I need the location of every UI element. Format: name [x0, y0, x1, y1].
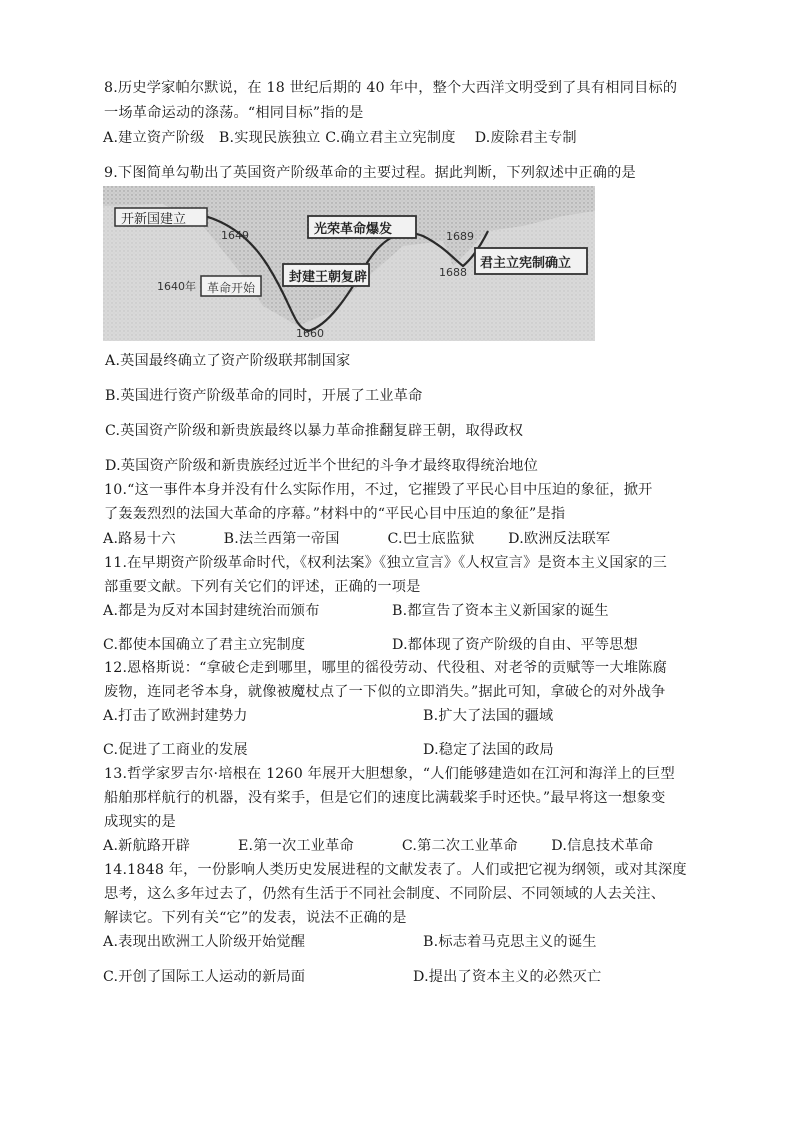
- q9-option-c: C.英国资产阶级和新贵族最终以暴力革命推翻复辟王朝，取得政权: [105, 423, 524, 439]
- q8-stem-line2: 一场革命运动的涤荡。“相同目标”指的是: [104, 105, 364, 121]
- q14-stem-line1: 14.1848 年，一份影响人类历史发展进程的文献发表了。人们或把它视为纲领，或对其深度: [104, 862, 687, 878]
- label-constitutional: 君主立宪制确立: [480, 256, 572, 271]
- q11-option-c: C.都使本国确立了君主立宪制度: [103, 637, 306, 653]
- q10-stem-line1: 10.“这一事件本身并没有什么实际作用，不过，它摧毁了平民心目中压迫的象征，掀开: [104, 482, 653, 498]
- year-1660: 1660: [296, 327, 324, 340]
- q8-options: A.建立资产阶级 B.实现民族独立 C.确立君主立宪制度 D.废除君主专制: [103, 130, 577, 146]
- q9-option-b: B.英国进行资产阶级革命的同时，开展了工业革命: [105, 388, 423, 404]
- q11-option-b: B.都宣告了资本主义新国家的诞生: [392, 603, 609, 619]
- q9-stem: 9.下图简单勾勒出了英国资产阶级革命的主要过程。据此判断，下列叙述中正确的是: [104, 165, 636, 181]
- q14-stem-line3: 解读它。下列有关“它”的发表，说法不正确的是: [104, 910, 407, 926]
- q12-option-c: C.促进了工商业的发展: [103, 742, 248, 758]
- revolution-process-diagram: [103, 186, 595, 341]
- label-war: 革命开始: [207, 281, 256, 295]
- year-1640: 1640年: [157, 280, 196, 293]
- q14-option-a: A.表现出欧洲工人阶级开始觉醒: [103, 934, 306, 950]
- year-1649: 1649: [221, 229, 249, 242]
- q11-option-a: A.都是为反对本国封建统治而颁布: [103, 603, 320, 619]
- label-top-left: 开新国建立: [121, 212, 187, 227]
- q13-options: A.新航路开辟 E.第一次工业革命 C.第二次工业革命 D.信息技术革命: [103, 838, 654, 854]
- q11-stem-line2: 部重要文献。下列有关它们的评述，正确的一项是: [104, 579, 421, 595]
- q13-stem-line2: 船舶那样航行的机器，没有桨手，但是它们的速度比满载桨手时还快。”最早将这一想象变: [104, 790, 666, 806]
- q14-option-d: D.提出了资本主义的必然灭亡: [413, 969, 602, 985]
- q11-stem-line1: 11.在早期资产阶级革命时代，《权利法案》《独立宣言》《人权宣言》是资本主义国家的三: [104, 555, 667, 571]
- q8-stem-line1: 8.历史学家帕尔默说，在 18 世纪后期的 40 年中，整个大西洋文明受到了具有相同目标的: [104, 80, 678, 96]
- q12-stem-line1: 12.恩格斯说：“拿破仑走到哪里，哪里的徭役劳动、代役租、对老爷的贡赋等一大堆陈腐: [104, 660, 667, 676]
- q9-option-d: D.英国资产阶级和新贵族经过近半个世纪的斗争才最终取得统治地位: [105, 458, 539, 474]
- label-restoration: 封建王朝复辟: [289, 270, 368, 285]
- q14-stem-line2: 思考，这么多年过去了，仍然有生活于不同社会制度、不同阶层、不同领域的人去关注、: [104, 886, 666, 902]
- q12-option-a: A.打击了欧洲封建势力: [103, 708, 248, 724]
- q10-options: A.路易十六 B.法兰西第一帝国 C.巴士底监狱 D.欧洲反法联军: [103, 531, 611, 547]
- q12-option-d: D.稳定了法国的政局: [423, 742, 554, 758]
- label-glorious: 光荣革命爆发: [314, 222, 393, 237]
- q14-option-b: B.标志着马克思主义的诞生: [423, 934, 597, 950]
- q11-option-d: D.都体现了资产阶级的自由、平等思想: [392, 637, 638, 653]
- year-1688: 1688: [439, 266, 467, 279]
- q13-stem-line1: 13.哲学家罗吉尔·培根在 1260 年展开大胆想象，“人们能够建造如在江河和海洋上的巨型: [104, 766, 675, 782]
- q12-stem-line2: 废物，连同老爷本身，就像被魔杖点了一下似的立即消失。”据此可知，拿破仑的对外战争: [104, 684, 666, 700]
- q14-option-c: C.开创了国际工人运动的新局面: [103, 969, 306, 985]
- year-1689: 1689: [446, 230, 474, 243]
- q9-option-a: A.英国最终确立了资产阶级联邦制国家: [105, 353, 351, 369]
- q12-option-b: B.扩大了法国的疆域: [423, 708, 554, 724]
- q13-stem-line3: 成现实的是: [104, 814, 176, 830]
- q10-stem-line2: 了轰轰烈烈的法国大革命的序幕。”材料中的“平民心目中压迫的象征”是指: [104, 506, 566, 522]
